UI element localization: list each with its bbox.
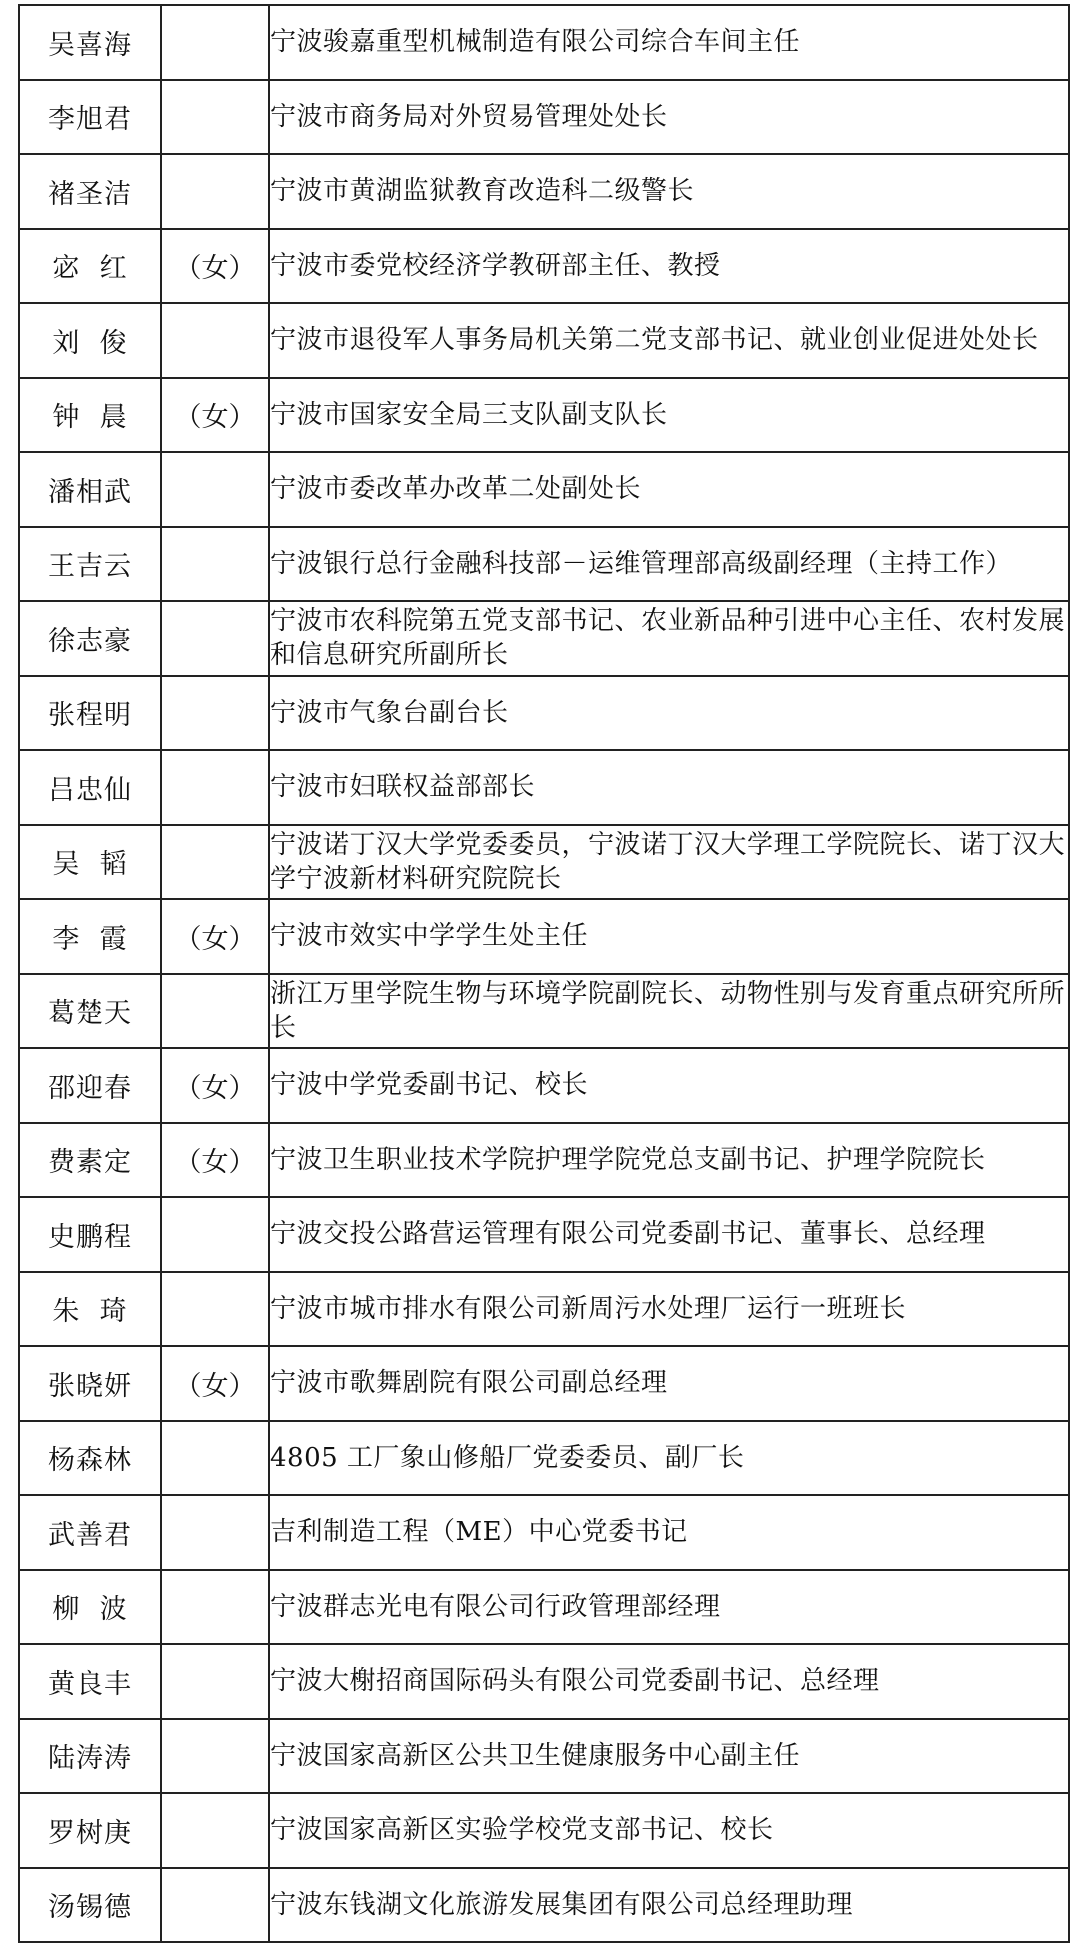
person-name: 邵迎春: [48, 1072, 132, 1104]
position-cell: 宁波骏嘉重型机械制造有限公司综合车间主任: [269, 5, 1069, 80]
person-name: 黄良丰: [48, 1668, 132, 1700]
position-cell: 宁波东钱湖文化旅游发展集团有限公司总经理助理: [269, 1868, 1069, 1943]
gender-note-cell: [161, 5, 269, 80]
table-row: [19, 1197, 1069, 1272]
name-cell: [19, 154, 161, 229]
table-row: [19, 1346, 1069, 1421]
table-row: [19, 527, 1069, 602]
gender-note-cell: [161, 1495, 269, 1570]
name-cell: [19, 1495, 161, 1570]
gender-note-cell: [161, 974, 269, 1049]
person-name: 陆涛涛: [48, 1743, 132, 1775]
gender-note-cell: [161, 1719, 269, 1794]
position-cell: 宁波交投公路营运管理有限公司党委副书记、董事长、总经理: [269, 1197, 1069, 1272]
person-name: 柳 波: [52, 1594, 128, 1626]
name-cell: [19, 1346, 161, 1421]
name-cell: [19, 1272, 161, 1347]
gender-note-cell: [161, 750, 269, 825]
table-row: [19, 378, 1069, 453]
gender-note-cell: [161, 1421, 269, 1496]
person-name: 刘 俊: [52, 327, 128, 359]
gender-note-cell: （女）: [161, 378, 269, 453]
gender-note-cell: [161, 1868, 269, 1943]
gender-note-cell: [161, 1197, 269, 1272]
position-cell: 宁波中学党委副书记、校长: [269, 1048, 1069, 1123]
gender-note-cell: [161, 80, 269, 155]
roster-table: [18, 4, 1070, 1943]
position-cell: 宁波银行总行金融科技部－运维管理部高级副经理（主持工作）: [269, 527, 1069, 602]
roster-body: [19, 5, 1069, 1942]
table-row: [19, 1868, 1069, 1943]
table-row: [19, 452, 1069, 527]
name-cell: [19, 5, 161, 80]
name-cell: [19, 750, 161, 825]
position-cell: 宁波国家高新区实验学校党支部书记、校长: [269, 1793, 1069, 1868]
name-cell: [19, 1421, 161, 1496]
gender-note-cell: [161, 452, 269, 527]
person-name: 宓 红: [52, 253, 128, 285]
position-cell: 宁波市国家安全局三支队副支队长: [269, 378, 1069, 453]
table-row: [19, 1719, 1069, 1794]
person-name: 吴喜海: [48, 29, 132, 61]
position-cell: 宁波市气象台副台长: [269, 676, 1069, 751]
table-row: [19, 974, 1069, 1049]
name-cell: [19, 1197, 161, 1272]
table-row: [19, 1421, 1069, 1496]
person-name: 李旭君: [48, 104, 132, 136]
person-name: 张程明: [48, 700, 132, 732]
position-cell: 宁波大榭招商国际码头有限公司党委副书记、总经理: [269, 1644, 1069, 1719]
gender-note-cell: [161, 601, 269, 676]
position-cell: 宁波市商务局对外贸易管理处处长: [269, 80, 1069, 155]
table-row: [19, 1272, 1069, 1347]
person-name: 杨森林: [48, 1445, 132, 1477]
table-row: [19, 601, 1069, 676]
table-row: [19, 676, 1069, 751]
person-name: 潘相武: [48, 476, 132, 508]
person-name: 徐志豪: [48, 625, 132, 657]
gender-note-cell: [161, 527, 269, 602]
position-cell: 宁波市效实中学学生处主任: [269, 899, 1069, 974]
gender-note-cell: （女）: [161, 899, 269, 974]
person-name: 张晓妍: [48, 1370, 132, 1402]
name-cell: [19, 1793, 161, 1868]
table-row: [19, 750, 1069, 825]
gender-note-cell: [161, 303, 269, 378]
position-cell: 宁波市妇联权益部部长: [269, 750, 1069, 825]
position-cell: 宁波市退役军人事务局机关第二党支部书记、就业创业促进处处长: [269, 303, 1069, 378]
table-row: [19, 1793, 1069, 1868]
name-cell: [19, 1719, 161, 1794]
table-row: [19, 1570, 1069, 1645]
position-cell: 宁波市农科院第五党支部书记、农业新品种引进中心主任、农村发展和信息研究所副所长: [269, 601, 1069, 676]
table-row: [19, 80, 1069, 155]
gender-note-cell: [161, 1644, 269, 1719]
name-cell: [19, 1123, 161, 1198]
position-cell: 宁波卫生职业技术学院护理学院党总支副书记、护理学院院长: [269, 1123, 1069, 1198]
person-name: 史鹏程: [48, 1221, 132, 1253]
position-cell: 4805 工厂象山修船厂党委委员、副厂长: [269, 1421, 1069, 1496]
name-cell: [19, 80, 161, 155]
gender-note-cell: [161, 825, 269, 900]
position-cell: 吉利制造工程（ME）中心党委书记: [269, 1495, 1069, 1570]
table-row: [19, 899, 1069, 974]
gender-note-cell: （女）: [161, 1048, 269, 1123]
person-name: 武善君: [48, 1519, 132, 1551]
name-cell: [19, 974, 161, 1049]
person-name: 罗树庚: [48, 1817, 132, 1849]
position-cell: 浙江万里学院生物与环境学院副院长、动物性别与发育重点研究所所长: [269, 974, 1069, 1049]
table-row: [19, 229, 1069, 304]
person-name: 褚圣洁: [48, 178, 132, 210]
name-cell: [19, 825, 161, 900]
name-cell: [19, 452, 161, 527]
person-name: 费素定: [48, 1147, 132, 1179]
table-row: [19, 303, 1069, 378]
person-name: 王吉云: [48, 551, 132, 583]
gender-note-cell: （女）: [161, 229, 269, 304]
table-row: [19, 1048, 1069, 1123]
person-name: 吕忠仙: [48, 774, 132, 806]
gender-note-cell: [161, 1793, 269, 1868]
table-row: [19, 825, 1069, 900]
position-cell: 宁波诺丁汉大学党委委员，宁波诺丁汉大学理工学院院长、诺丁汉大学宁波新材料研究院院长: [269, 825, 1069, 900]
position-cell: 宁波国家高新区公共卫生健康服务中心副主任: [269, 1719, 1069, 1794]
person-name: 钟 晨: [52, 402, 128, 434]
position-cell: 宁波市委改革办改革二处副处长: [269, 452, 1069, 527]
table-row: [19, 1495, 1069, 1570]
gender-note-cell: [161, 154, 269, 229]
table-row: [19, 1644, 1069, 1719]
person-name: 李 霞: [52, 923, 128, 955]
gender-note-cell: （女）: [161, 1123, 269, 1198]
name-cell: [19, 303, 161, 378]
person-name: 朱 琦: [52, 1296, 128, 1328]
name-cell: [19, 378, 161, 453]
table-row: [19, 1123, 1069, 1198]
gender-note-cell: （女）: [161, 1346, 269, 1421]
position-cell: 宁波市黄湖监狱教育改造科二级警长: [269, 154, 1069, 229]
position-cell: 宁波市城市排水有限公司新周污水处理厂运行一班班长: [269, 1272, 1069, 1347]
position-cell: 宁波市歌舞剧院有限公司副总经理: [269, 1346, 1069, 1421]
position-cell: 宁波市委党校经济学教研部主任、教授: [269, 229, 1069, 304]
table-row: [19, 5, 1069, 80]
person-name: 汤锡德: [48, 1892, 132, 1924]
name-cell: [19, 229, 161, 304]
name-cell: [19, 601, 161, 676]
gender-note-cell: [161, 1570, 269, 1645]
name-cell: [19, 527, 161, 602]
name-cell: [19, 676, 161, 751]
table-row: [19, 154, 1069, 229]
gender-note-cell: [161, 676, 269, 751]
name-cell: [19, 899, 161, 974]
name-cell: [19, 1644, 161, 1719]
position-cell: 宁波群志光电有限公司行政管理部经理: [269, 1570, 1069, 1645]
name-cell: [19, 1868, 161, 1943]
name-cell: [19, 1570, 161, 1645]
person-name: 吴 韬: [52, 849, 128, 881]
name-cell: [19, 1048, 161, 1123]
person-name: 葛楚天: [48, 998, 132, 1030]
gender-note-cell: [161, 1272, 269, 1347]
